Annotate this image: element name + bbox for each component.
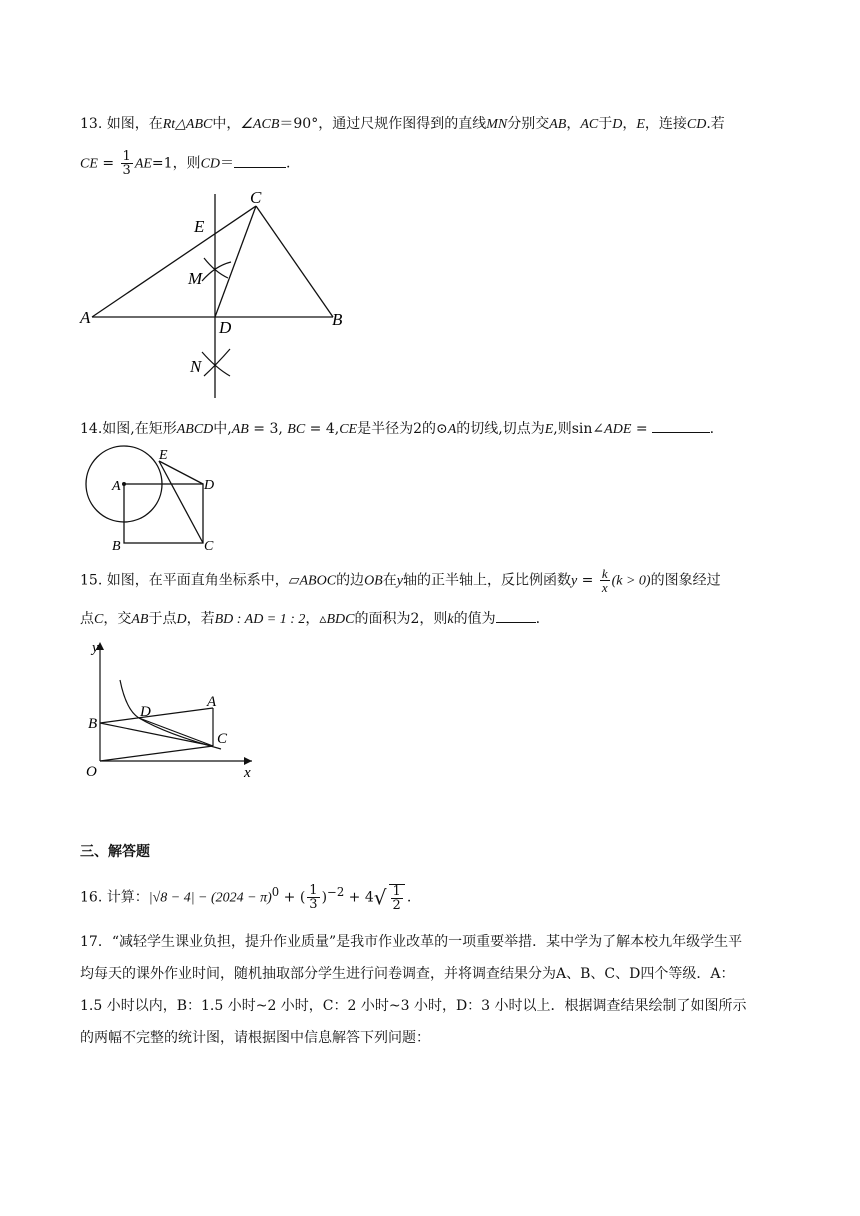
q17-line3: 1.5 小时以内，B：1.5 小时~2 小时，C：2 小时~3 小时，D：3 小时以上．根据调查结果绘制了如图所示 [80, 998, 747, 1014]
q14-angle: ADE [604, 422, 632, 437]
q16-number: 16. [80, 889, 103, 906]
q14-point-e: E [544, 422, 554, 437]
q16-fraction-half: $\frac{1}{2}$ [389, 884, 405, 912]
q16-exponent-zero: 0 [271, 885, 280, 899]
q15-text: ，▵ [305, 611, 327, 627]
q15-seg-ob: OB [364, 573, 383, 589]
q14-seg-ce: CE [339, 422, 358, 437]
q15-text: 的面积为2，则 [354, 611, 448, 627]
q15-triangle: BDC [326, 612, 355, 627]
q15-text: 的值为 [453, 611, 496, 627]
q14-text: ,则sin∠ [553, 421, 605, 437]
q15-equals: = [577, 572, 598, 589]
q15-text: . [535, 611, 541, 627]
q13-seg-ae: AE [134, 156, 152, 172]
q15-label-y: y [92, 640, 99, 656]
q13-text: 如图，在 [106, 116, 163, 132]
q14-rect: ABCD [176, 422, 214, 437]
q15-fraction: $\frac{k}{x}$ [601, 566, 608, 595]
q13-triangle: Rt△ABC [162, 117, 213, 132]
q13-fraction: $\frac{1}{3}$ [122, 149, 131, 178]
q16-fraction-third: $\frac{1}{3}$ [309, 883, 318, 913]
q15-point-c: C [94, 612, 104, 627]
q13-label-a: A [80, 308, 91, 327]
q13-seg-ab: AB [549, 117, 567, 132]
q13-line-mn: MN [486, 117, 508, 132]
section-heading: 三、解答题 [80, 844, 150, 860]
q15-k: k [447, 612, 454, 627]
q14-text: = [631, 421, 648, 437]
q15-label-x: x [244, 765, 251, 781]
q15-answer-blank[interactable] [496, 608, 536, 623]
q14-seg-ab: AB [231, 422, 249, 437]
q16-line [80, 882, 411, 912]
q13-figure [76, 186, 366, 406]
q15-text: 在 [382, 572, 397, 589]
q14-label-c: C [204, 539, 214, 554]
q15-number: 15. [80, 572, 103, 589]
q15-label-o: O [86, 764, 97, 780]
q15-text: 的图象经过 [650, 572, 721, 589]
q15-axis-y: y [396, 573, 403, 589]
q15-condition: (k > 0) [611, 573, 651, 589]
q15-text: 点 [80, 611, 94, 627]
q16-coefficient: + 4 [344, 889, 374, 906]
q15-seg-ab: AB [131, 612, 149, 627]
q13-label-m: M [188, 269, 203, 288]
q14-label-a: A [112, 479, 121, 494]
q13-number: 13. [80, 116, 103, 132]
q15-label-b: B [88, 716, 98, 732]
q14-text: . [709, 421, 715, 437]
q17-line2: 均每天的课外作业时间，随机抽取部分学生进行问卷调查，并将调查结果分为A、B、C、D四个等级．A： [80, 966, 735, 982]
q14-value: = 3, [248, 421, 283, 437]
q15-figure [76, 636, 276, 786]
q15-text: ，交 [103, 611, 132, 627]
q16-exponent-neg2: −2 [327, 885, 345, 899]
q14-answer-blank[interactable] [652, 418, 710, 433]
q15-text: 轴的正半轴上，反比例函数 [402, 572, 571, 589]
q13-text: ， [622, 116, 637, 132]
q13-text: ，则 [172, 155, 201, 172]
q13-seg-ac: AC [580, 117, 599, 132]
q13-point-d: D [612, 117, 623, 132]
q17-line4: 的两幅不完整的统计图，请根据图中信息解答下列问题： [80, 1030, 430, 1046]
q13-label-c: C [250, 188, 262, 207]
q14-label-d: D [204, 478, 215, 493]
q13-answer-blank[interactable] [234, 153, 286, 168]
q13-text: .若 [706, 116, 725, 132]
q13-text: . [286, 155, 291, 172]
q15-line2 [80, 608, 540, 630]
q13-equals-one: =1 [151, 155, 173, 172]
q16-root-sign: √ [373, 885, 387, 910]
q13-seg-cd: CD [200, 156, 221, 172]
q13-text: 于 [598, 116, 613, 132]
q14-line1 [80, 418, 714, 440]
q13-label-b: B [332, 310, 343, 329]
q13-point-e: E [636, 117, 645, 132]
q14-text: 的切线,切点为 [456, 421, 545, 437]
q13-line1 [80, 114, 725, 135]
q15-line1 [80, 567, 721, 594]
q15-text: 如图，在平面直角坐标系中，▱ [106, 572, 300, 589]
q16-close-paren: ) [321, 889, 328, 906]
q13-text: ，连接 [644, 116, 687, 132]
q13-text: ＝ [220, 155, 235, 172]
q13-text: ＝90°，通过尺规作图得到的直线 [279, 116, 487, 132]
q14-value: = 4 [305, 421, 335, 437]
q14-number: 14. [80, 421, 103, 437]
q13-label-d: D [219, 318, 232, 337]
q14-figure [80, 444, 230, 554]
q16-abs-term: |√8 − 4| [148, 890, 195, 906]
q13-seg-ce: CE [80, 156, 98, 172]
q14-label-b: B [112, 539, 121, 554]
q15-label-c: C [217, 731, 228, 747]
q14-seg-bc: BC [287, 422, 306, 437]
q13-angle: ∠ACB [240, 117, 280, 132]
q13-label-e: E [194, 217, 205, 236]
q16-text: 计算： [106, 889, 149, 906]
q13-text: 中， [212, 116, 241, 132]
q15-text: ，若 [186, 611, 215, 627]
q15-label-d: D [140, 704, 151, 720]
q14-text: 如图,在矩形 [102, 421, 177, 437]
q16-open-paren: + ( [279, 889, 306, 906]
q13-line2 [80, 150, 290, 177]
q13-text: 分别交 [507, 116, 550, 132]
q14-text: , [334, 421, 340, 437]
q16-power-term: − (2024 − π) [194, 890, 272, 906]
q13-text: ， [566, 116, 581, 132]
q15-text: 的边 [336, 572, 365, 589]
q15-ratio: BD : AD = 1 : 2 [214, 612, 306, 627]
q13-seg-cd: CD [686, 117, 707, 132]
q15-func-y: y [570, 573, 578, 589]
q14-text: 是半径为2的⊙ [357, 421, 448, 437]
q15-text: 于点 [148, 611, 177, 627]
q15-label-a: A [207, 694, 217, 710]
q14-text: 中, [213, 421, 232, 437]
q16-text: . [406, 889, 412, 906]
q17-line1: 17．“减轻学生课业负担，提升作业质量”是我市作业改革的一项重要举措．某中学为了解本校九年级学生平 [80, 934, 743, 950]
q14-point-a: A [447, 422, 457, 437]
q14-label-e: E [159, 448, 168, 463]
q15-parallelogram: ABOC [299, 573, 337, 589]
q13-label-n: N [190, 357, 202, 376]
q15-point-d: D [176, 612, 187, 627]
q13-equals: = [102, 155, 115, 172]
